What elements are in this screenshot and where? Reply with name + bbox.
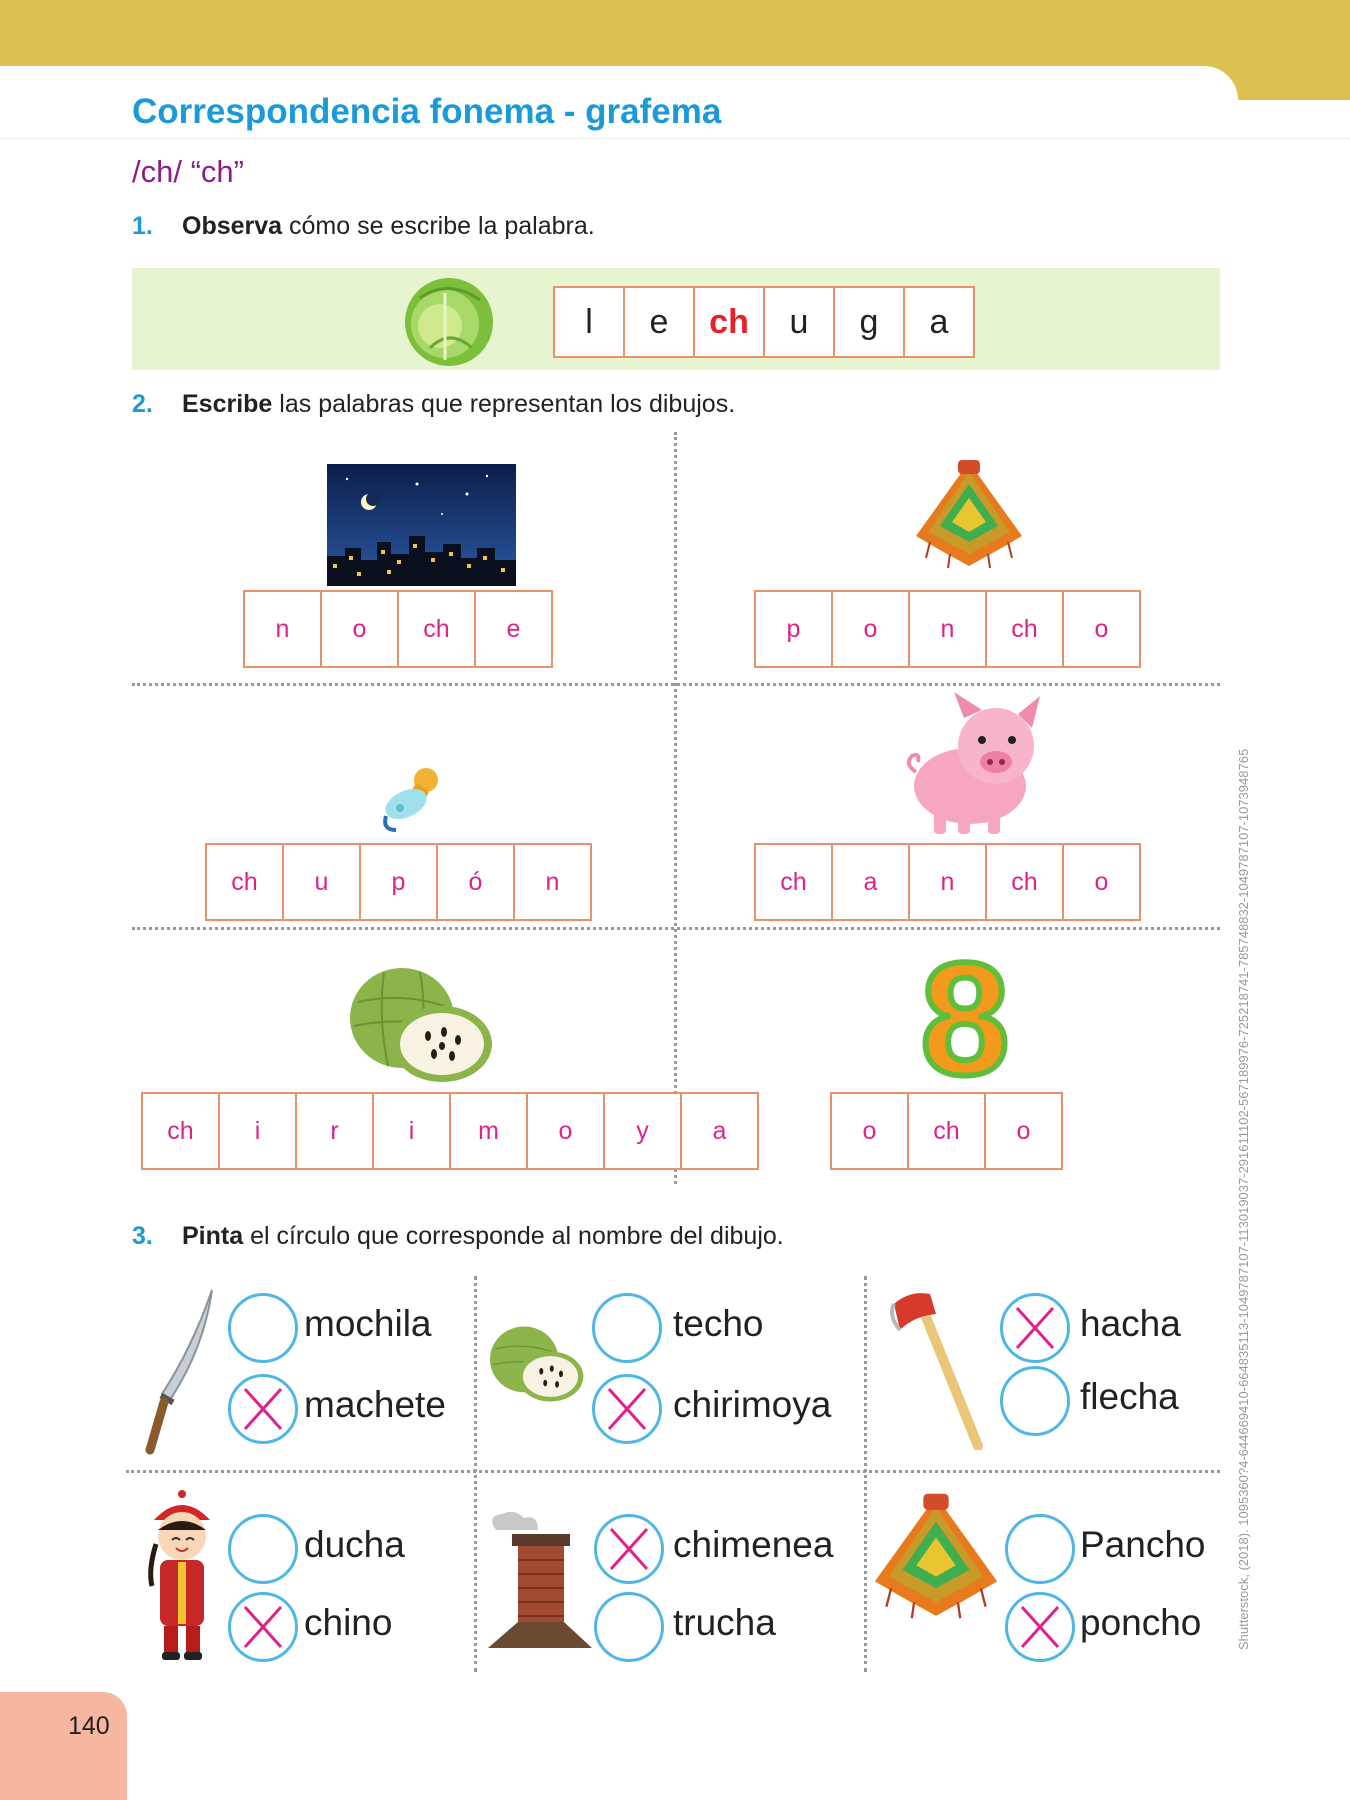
answer-word: chino [304, 1602, 393, 1643]
x-mark-icon [595, 1377, 659, 1441]
x-mark-icon [597, 1517, 661, 1581]
answer-circle[interactable] [594, 1592, 664, 1662]
answer-word: trucha [673, 1602, 776, 1643]
image-credit: Shutterstock, (2018). 1095360?4-644669410-664835113-1049787107-113019037-291611102-567189976-725218741-785748832-1049787107-1073948765 [1236, 748, 1251, 1650]
answer-circle[interactable] [592, 1293, 662, 1363]
letter-box[interactable]: p [359, 843, 438, 921]
answer-circle[interactable] [1000, 1366, 1070, 1436]
custard-apple-picture [344, 962, 496, 1088]
grid-divider-vertical [674, 432, 677, 1184]
x-mark-icon [231, 1595, 295, 1659]
answer-circle[interactable] [1005, 1514, 1075, 1584]
letter-box[interactable]: n [908, 843, 987, 921]
example-word-boxes [555, 286, 975, 358]
instruction-3 [132, 1222, 784, 1251]
letter-box[interactable]: ch [397, 590, 476, 668]
pig-picture [900, 690, 1062, 836]
letter-box[interactable]: o [1062, 843, 1141, 921]
poncho-word-boxes [756, 590, 1141, 668]
custard-apple-word-boxes [143, 1092, 759, 1170]
answer-word: flecha [1080, 1376, 1179, 1417]
letter-box[interactable]: r [295, 1092, 374, 1170]
pacifier-word-boxes [207, 843, 592, 921]
answer-word: chimenea [673, 1524, 834, 1565]
night-city-picture [327, 464, 516, 586]
number-eight-picture [910, 952, 1020, 1082]
letter-box[interactable]: p [754, 590, 833, 668]
letter-box[interactable]: o [526, 1092, 605, 1170]
instruction-text: el círculo que corresponde al nombre del dibujo. [243, 1222, 784, 1250]
machete-picture [142, 1288, 218, 1456]
answer-word: ducha [304, 1524, 405, 1565]
chinese-boy-picture [142, 1490, 222, 1666]
answer-word: chirimoya [673, 1384, 832, 1425]
instruction-1 [132, 212, 595, 241]
answer-circle[interactable] [594, 1514, 664, 1584]
page-number: 140 [68, 1712, 110, 1740]
answer-word: Pancho [1080, 1524, 1206, 1565]
instruction-text: cómo se escribe la palabra. [282, 212, 595, 240]
letter-box[interactable]: a [831, 843, 910, 921]
answer-circle[interactable] [1005, 1592, 1075, 1662]
night-city-word-boxes [245, 590, 553, 668]
instruction-text: las palabras que representan los dibujos. [272, 390, 736, 418]
letter-box[interactable]: u [282, 843, 361, 921]
answer-circle[interactable] [228, 1514, 298, 1584]
poncho-picture [868, 1486, 1004, 1626]
x-mark-icon [1003, 1296, 1067, 1360]
answer-word: mochila [304, 1303, 432, 1344]
page-title: Correspondencia fonema - grafema [132, 92, 722, 131]
axe-picture [880, 1290, 992, 1450]
x-mark-icon [1008, 1595, 1072, 1659]
grid-divider-vertical [864, 1276, 867, 1672]
letter-box[interactable]: o [830, 1092, 909, 1170]
letter-box[interactable]: ch [205, 843, 284, 921]
instruction-verb: Pinta [182, 1222, 244, 1250]
letter-box[interactable]: ch [907, 1092, 986, 1170]
answer-circle[interactable] [1000, 1293, 1070, 1363]
letter-box: g [833, 286, 905, 358]
letter-box[interactable]: i [218, 1092, 297, 1170]
custard-apple-picture [486, 1310, 586, 1418]
letter-box: u [763, 286, 835, 358]
grid-divider-vertical [474, 1276, 477, 1672]
instruction-number: 2. [132, 390, 153, 418]
letter-box[interactable]: n [243, 590, 322, 668]
letter-box[interactable]: ch [754, 843, 833, 921]
letter-box[interactable]: ó [436, 843, 515, 921]
letter-box[interactable]: y [603, 1092, 682, 1170]
letter-box: a [903, 286, 975, 358]
svg-text:8: 8 [920, 952, 1010, 1082]
letter-box[interactable]: ch [985, 590, 1064, 668]
lettuce-picture [400, 268, 498, 370]
pacifier-picture [376, 764, 448, 836]
letter-box[interactable]: o [831, 590, 910, 668]
letter-box[interactable]: a [680, 1092, 759, 1170]
chimney-picture [484, 1510, 596, 1650]
letter-box[interactable]: o [1062, 590, 1141, 668]
letter-box: e [623, 286, 695, 358]
page-number-tab [0, 1692, 127, 1800]
answer-word: hacha [1080, 1303, 1181, 1344]
letter-box: l [553, 286, 625, 358]
letter-box[interactable]: o [984, 1092, 1063, 1170]
pig-word-boxes [756, 843, 1141, 921]
letter-box[interactable]: n [513, 843, 592, 921]
letter-box[interactable]: o [320, 590, 399, 668]
answer-word: machete [304, 1384, 446, 1425]
letter-box[interactable]: e [474, 590, 553, 668]
instruction-2 [132, 390, 735, 419]
grid-divider-horizontal [132, 927, 1220, 930]
instruction-verb: Observa [182, 212, 283, 240]
letter-box[interactable]: i [372, 1092, 451, 1170]
header-divider [0, 138, 1350, 139]
letter-box[interactable]: ch [985, 843, 1064, 921]
instruction-number: 3. [132, 1222, 153, 1250]
instruction-number: 1. [132, 212, 153, 240]
answer-circle[interactable] [592, 1374, 662, 1444]
grid-divider-horizontal [126, 1470, 1220, 1473]
letter-box[interactable]: n [908, 590, 987, 668]
poncho-picture [910, 458, 1028, 570]
answer-circle[interactable] [228, 1293, 298, 1363]
letter-box: ch [693, 286, 765, 358]
letter-box[interactable]: m [449, 1092, 528, 1170]
answer-word: poncho [1080, 1602, 1202, 1643]
letter-box[interactable]: ch [141, 1092, 220, 1170]
x-mark-icon [231, 1377, 295, 1441]
page-subtitle: /ch/ “ch” [132, 154, 244, 189]
answer-circle[interactable] [228, 1592, 298, 1662]
instruction-verb: Escribe [182, 390, 273, 418]
answer-circle[interactable] [228, 1374, 298, 1444]
answer-word: techo [673, 1303, 764, 1344]
grid-divider-horizontal [132, 683, 1220, 686]
number-eight-word-boxes [832, 1092, 1063, 1170]
